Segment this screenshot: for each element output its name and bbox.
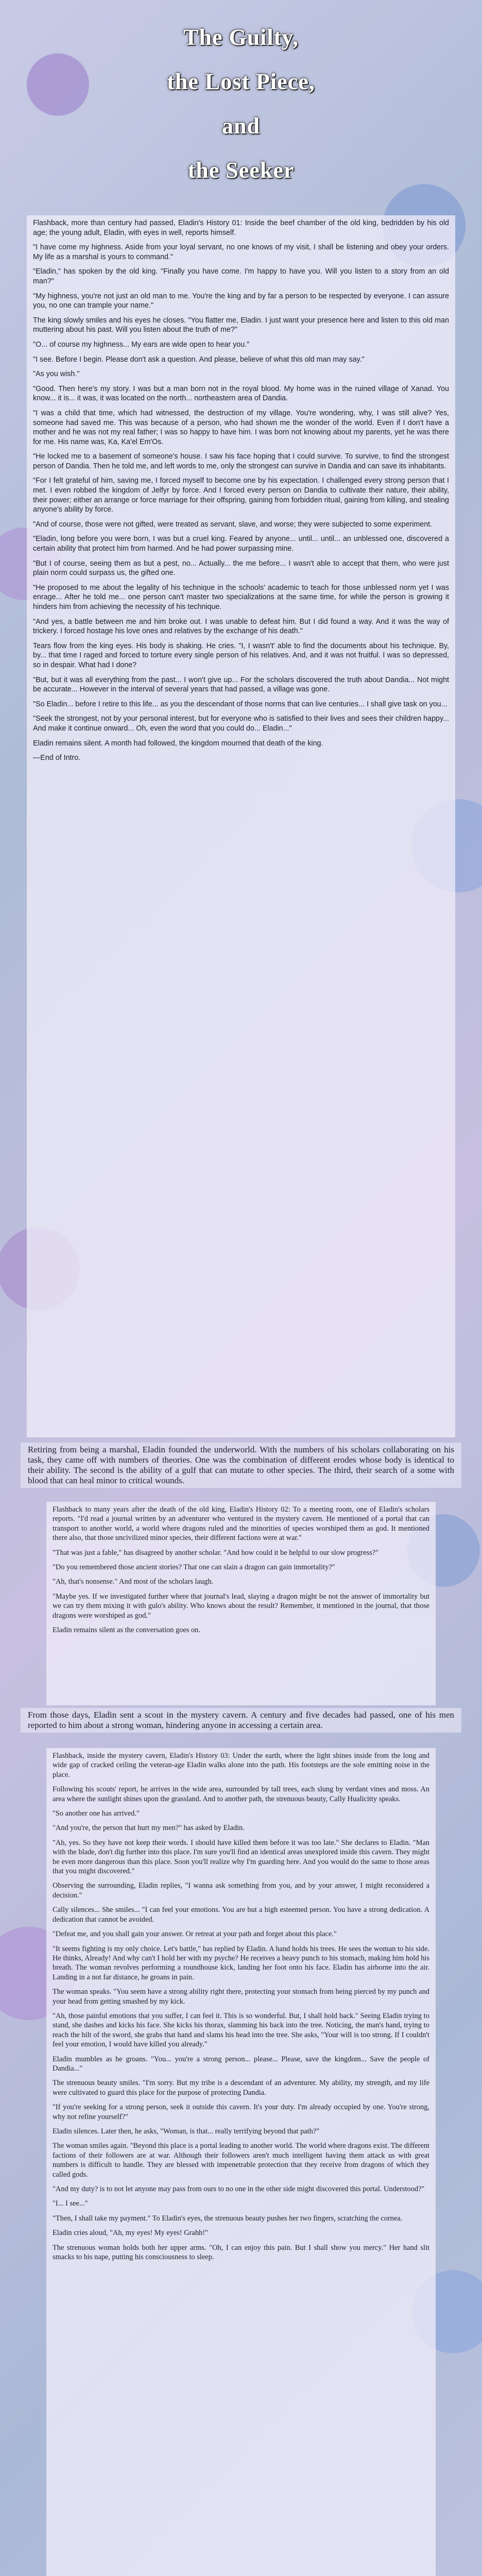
- excerpt-history-03-panel: [46, 1748, 436, 2576]
- paragraph: "Eladin, long before you were born, I was but a cruel king. Feared by anyone... until... until... an unblessed one, discovered a certain ability that protect him from harmed. And he had power surpassing mine.: [33, 535, 449, 553]
- paragraph: Eladin cries aloud, "Ah, my eyes! My eyes! Grahh!": [53, 2229, 208, 2238]
- paragraph: "I... I see...": [53, 2199, 88, 2208]
- paragraph: The strenuous beauty smiles. "I'm sorry. But my tribe is a descendant of an adventurer. My ability, my strength, and my life were cultivated to guard this place for the purpose of protecting Dandia.: [53, 2079, 429, 2097]
- paragraph: Flashback, more than century had passed, Eladin's History 01: Inside the beef chamber of the old king, bedridden by his old age; the young adult, Eladin, with eyes in well, reports himself.: [33, 219, 449, 237]
- paragraph: "And you're, the person that hurt my men?" has asked by Eladin.: [53, 1824, 245, 1833]
- paragraph: "As you wish.": [33, 370, 80, 379]
- paragraph: "Then, I shall take my payment." To Eladin's eyes, the strenuous beauty pushes her two fingers, scratching the cornea.: [53, 2214, 403, 2223]
- paragraph: —End of Intro.: [33, 754, 81, 762]
- paragraph: "But, but it was all everything from the past... I won't give up... For the scholars discovered the truth about Dandia... Not might be accurate... However in the interval of several years that had passed, a village was gone.: [33, 675, 449, 694]
- narration-paragraph: Retiring from being a marshal, Eladin founded the underworld. With the numbers of his scholars collaborating on his task, they came off with numbers of theories. One was the combination of different erodes whose body is identical to their ability. The second is the ability of a gulf that can mutate to other species. The third, their search of a some with blood that can heal minor to critical wounds.: [28, 1445, 454, 1485]
- paragraph: "Do you remembered those ancient stories? That one can slain a dragon can gain immortality?": [53, 1563, 335, 1572]
- paragraph: "I see. Before I begin. Please don't ask a question. And please, believe of what this old man may say.": [33, 355, 365, 364]
- paragraph: Following his scouts' report, he arrives in the wide area, surrounded by tall trees, each slung by verdant vines and moss. An area where the sunlight shines upon the grassland. And to another path, the strenuous beauty, Cally Hualicitty speaks.: [53, 1785, 429, 1803]
- paragraph: "It seems fighting is my only choice. Let's battle," has replied by Eladin. A hand holds his trees. He sees the woman to his side. He thinks, Already! And why can't I hold her with my psyche? He receives a heavy punch to his stomach, making him hold his breath. The woman revolves performing a roundhouse kick, landing her foot onto his face. Eladin has airborne into the air. Landing in a not far distance, he groans in pain.: [53, 1944, 429, 1981]
- paragraph: "O... of course my highness... My ears are wide open to hear you.": [33, 340, 250, 349]
- paragraph: Observing the surrounding, Eladin replies, "I wanna ask something from you, and by your answer, I might reconsidered a decision.": [53, 1882, 429, 1900]
- paragraph: Eladin remains silent as the conversation goes on.: [53, 1626, 200, 1635]
- paragraph: "That was just a fable," has disagreed by another scholar. "And how could it be helpful to our slow progress?": [53, 1548, 378, 1557]
- paragraph: "Seek the strongest, not by your personal interest, but for everyone who is satisfied to their lives and sees their children happy... And make it continue onward... Oh, even the word that you could do... Eladin...": [33, 715, 449, 733]
- paragraph: The strenuous woman holds both her upper arms. "Oh, I can enjoy this pain. But I shall show you mercy." Her hand slit smacks to his nape, putting his consciousness to sleep.: [53, 2243, 429, 2262]
- paragraph: "So another one has arrived.": [53, 1809, 140, 1818]
- paragraph: "Ah, those painful emotions that you suffer, I can feel it. This is so wonderful. But, I shall hold back." Seeing Eladin trying to stand, she dashes and kicks his face. She kicks his thorax, slamming his back into the tree. Noticing, the man's hand, trying to reach the hilt of the sword, she grabs that hand and slams his head into the tree. She asks, "Your will is too strong. If I couldn't feel your emotion, I would have killed you already.": [53, 2011, 429, 2049]
- paragraph: The king slowly smiles and his eyes he closes. "You flatter me, Eladin. I just want your presence here and listen to this old man muttering about his past. Will you listen about the truth of me?": [33, 316, 449, 334]
- paragraph: "Ah, yes. So they have not keep their words. I should have killed them before it was too late." She declares to Eladin. "Man with the blade, don't dig further into this place. I'm sure you'll find an identical areas unexplored inside this cavern. They might be even more dangerous than this place. Soon you'll realize why I'm guarding here. And you would do the same to those areas that you might discovered.": [53, 1838, 429, 1876]
- paragraph: "Defeat me, and you shall gain your answer. Or retreat at your path and forget about this place.": [53, 1930, 337, 1939]
- narration-1: [21, 1443, 461, 1488]
- narration-2: [21, 1708, 461, 1733]
- paragraph: "I was a child that time, which had witnessed, the destruction of my village. You're wondering, why, I was still alive? Yes, someone had saved me. This was because of a person, who had shown me the wonder of the world. Even if I don't have a mother and he was not my real father; I was so happy to have him. I was born not knowing about my parents, yet he was there for me. His name was, Ka, Ka'el Em'Os.: [33, 409, 449, 446]
- story-title: [0, 15, 482, 193]
- paragraph: Eladin mumbles as he groans. "You... you're a strong person... please... Please, save the kingdom... Save the people of Dandia...": [53, 2055, 429, 2073]
- paragraph: "My highness, you're not just an old man to me. You're the king and by far a person to be respected by everyone. I can assure you, no one can trample your name.": [33, 292, 449, 310]
- paragraph: "For I felt grateful of him, saving me, I forced myself to become one by his expectation. I challenged every strong person that I met. I even robbed the kingdom of Jelfyr by force. And I forced every person on Dandia to cultivate their nature, their ability, their power; either an arrange or force marriage for their offspring, gaining from forbidden ritual, gaining from killing, and stealing anyone's ability by force.: [33, 477, 449, 514]
- paragraph: Eladin remains silent. A month had followed, the kingdom mourned that death of the king.: [33, 739, 323, 748]
- paragraph: Flashback to many years after the death of the old king, Eladin's History 02: To a meeting room, one of Eladin's scholars reports. "I'd read a journal written by an adventurer who ventured in the mystery cavern. He mentioned of a portal that can transport to another world, a world where dragons ruled and the minorities of species worshiped them as god. It mentioned there also, that those uncivilized minor species, their different factions were at war.": [53, 1505, 429, 1543]
- title-line-3: and: [222, 113, 260, 139]
- paragraph: "If you're seeking for a strong person, seek it outside this cavern. It's your duty. I'm already occupied by one. You're strong, why not refine yourself?": [53, 2103, 429, 2121]
- paragraph: "Good. Then here's my story. I was but a man born not in the royal blood. My home was in the ruined village of Xanad. You know... it is... it was, it was located on the north... northeastern area of Dandia.: [33, 384, 449, 403]
- paragraph: "He locked me to a basement of someone's house. I saw his face hoping that I could survive. To survive, to find the strongest person of Dandia. Then he told me, and left words to me, only the strongest can survive in Dandia and can save its inhabitants.: [33, 452, 449, 470]
- paragraph: "Ah, that's nonsense." And most of the scholars laugh.: [53, 1578, 214, 1586]
- paragraph: "Maybe yes. If we investigated further where that journal's lead, slaying a dragon might be not the answer of immortality but we can try them mixing it with gulo's ability. Who knows about the result? Remember, it mentioned in the journal, that those dragons were worshiped as god.": [53, 1592, 429, 1620]
- excerpt-history-02-panel: [46, 1502, 436, 1705]
- excerpt-intro-panel: [27, 215, 455, 1437]
- paragraph: "And my duty? is to not let anyone may pass from ours to no one in the other side might discovered this portal. Understood?": [53, 2185, 425, 2194]
- paragraph: "He proposed to me about the legality of his technique in the schools' academic to teach for those unblessed norm yet I was enrage... After he told me... one person can't master two specializations at the same time, for while the person is growing it hinders him from achieving the necessity of his technique.: [33, 583, 449, 611]
- paragraph: Eladin silences. Later then, he asks, "Woman, is that... really terrifying beyond that path?": [53, 2127, 320, 2136]
- paragraph: The woman smiles again. "Beyond this place is a portal leading to another world. The world where dragons exist. The different factions of their followers are at war. Although their followers aren't much intelligent having them attack us with great numbers is difficult to handle. They are blessed with impenetrable protection that they receive from dragons of which they called gods.: [53, 2142, 430, 2179]
- paragraph: Flashback, inside the mystery cavern, Eladin's History 03: Under the earth, where the light shines inside from the long and wide gap of cracked ceiling the veteran-age Eladin walks alone into the path. His footsteps are the sole emitting noise in the place.: [53, 1752, 429, 1779]
- paragraph: The woman speaks. "You seem have a strong ability right there, protecting your stomach from being pierced by my punch and your head from getting smashed by my kick.: [53, 1988, 429, 2006]
- paragraph: "And of course, those were not gifted, were treated as servant, slave, and worse; they were subjected to some experiment.: [33, 520, 433, 529]
- paragraph: "Eladin," has spoken by the old king. "Finally you have come. I'm happy to have you. Will you listen to a story from an old man?": [33, 267, 449, 285]
- title-line-2: the Lost Piece,: [167, 69, 315, 94]
- paragraph: Tears flow from the king eyes. His body is shaking. He cries. "I, I wasn't' able to find the documents about his technique. By, by... that time I raged and forced to torture every single person of his relatives. And, and it was not fruitful. I was so depressed, so in despair. What had I done?: [33, 641, 449, 669]
- narration-paragraph: From those days, Eladin sent a scout in the mystery cavern. A century and five decades had passed, one of his men reported to him about a strong woman, hindering anyone in accessing a certain area.: [28, 1710, 454, 1730]
- title-line-1: The Guilty,: [183, 25, 299, 50]
- paragraph: "And yes, a battle between me and him broke out. I was unable to defeat him. But I did found a way. And it was the way of trickery. I forced hostage his love ones and relatives by the exchange of his death.": [33, 617, 449, 636]
- paragraph: Cally silences... She smiles... "I can feel your emotions. You are but a high esteemed person. You have a strong dedication. A dedication that cannot be avoided.: [53, 1906, 429, 1924]
- paragraph: "I have come my highness. Aside from your loyal servant, no one knows of my visit, I shall be listening and obey your orders. My life as a marshal is yours to command.": [33, 243, 449, 261]
- paragraph: "So Eladin... before I retire to this life... as you the descendant of those norms that can live centuries... I shall give task on you...: [33, 700, 447, 708]
- title-line-4: the Seeker: [187, 158, 295, 183]
- paragraph: "But I of course, seeing them as but a pest, no... Actually... the me before... I wasn't able to accept that them, who were just plain norm could surpass us, the gifted one.: [33, 559, 449, 578]
